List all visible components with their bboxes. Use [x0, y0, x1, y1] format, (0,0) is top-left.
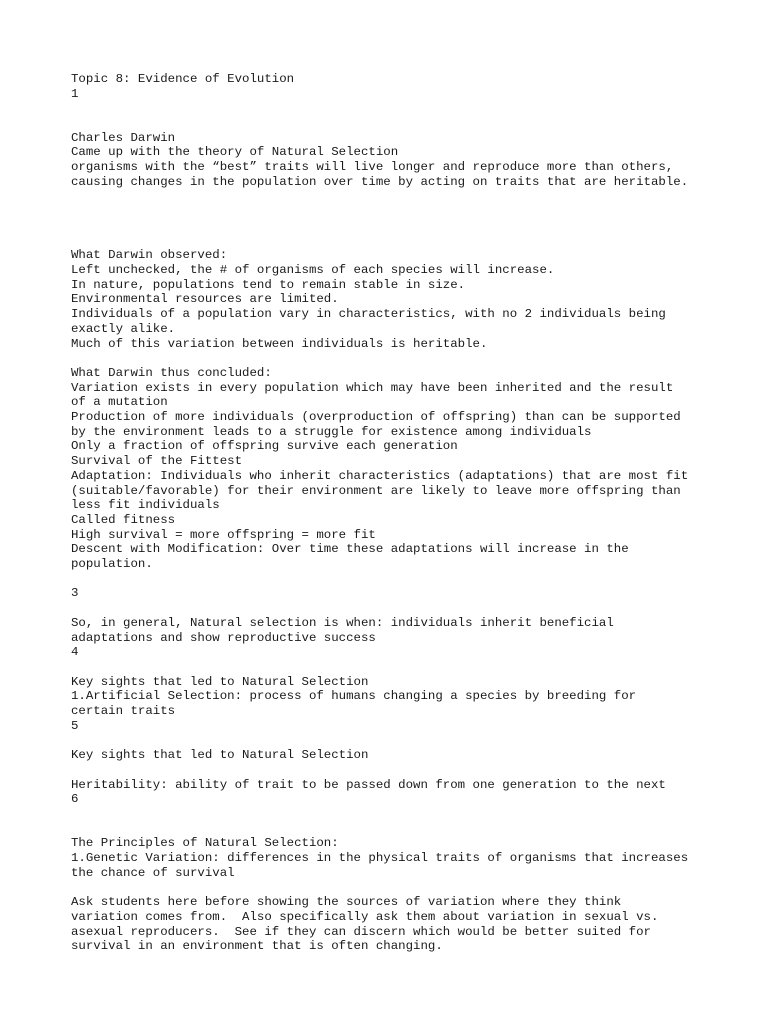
text-line: Environmental resources are limited.	[71, 292, 339, 307]
text-line	[71, 351, 751, 366]
text-line: less fit individuals	[71, 498, 220, 513]
text-line: Called fitness	[71, 512, 176, 527]
text-line: What Darwin thus concluded:	[71, 365, 272, 380]
text-line: asexual reproducers. See if they can discern which would be better suited for	[71, 924, 651, 939]
text-line: exactly alike.	[71, 321, 176, 336]
text-line: 1.Artificial Selection: process of humans changing a species by breeding for	[71, 689, 637, 704]
text-line: Only a fraction of offspring survive each generation	[71, 439, 458, 454]
text-line: Came up with the theory of Natural Selection	[71, 145, 399, 160]
text-line: 4	[71, 645, 79, 660]
text-line	[71, 204, 751, 219]
text-line	[71, 234, 751, 249]
text-line: 6	[71, 792, 79, 807]
text-line	[71, 822, 751, 837]
text-line: 1	[71, 86, 79, 101]
text-line: Survival of the Fittest	[71, 454, 243, 469]
text-line	[71, 116, 751, 131]
text-line: What Darwin observed:	[71, 248, 228, 263]
text-line	[71, 807, 751, 822]
text-line: Charles Darwin	[71, 130, 176, 145]
text-line: High survival = more offspring = more fit	[71, 527, 376, 542]
text-line	[71, 880, 751, 895]
text-line: Ask students here before showing the sources of variation where they think	[71, 895, 622, 910]
text-line: 3	[71, 586, 79, 601]
text-line: Left unchecked, the # of organisms of each species will increase.	[71, 263, 555, 278]
text-line: Heritability: ability of trait to be passed down from one generation to the next	[71, 777, 666, 792]
text-line: of a mutation	[71, 395, 168, 410]
text-line: adaptations and show reproductive success	[71, 630, 376, 645]
text-line: In nature, populations tend to remain stable in size.	[71, 277, 466, 292]
text-line: survival in an environment that is often changing.	[71, 939, 443, 954]
text-line: variation comes from. Also specifically ask them about variation in sexual vs.	[71, 909, 659, 924]
text-line	[71, 101, 751, 116]
text-line: Topic 8: Evidence of Evolution	[71, 72, 295, 86]
text-line: by the environment leads to a struggle for existence among individuals	[71, 424, 592, 439]
text-line: the chance of survival	[71, 865, 235, 880]
text-line	[71, 219, 751, 234]
text-line: Key sights that led to Natural Selection	[71, 674, 369, 689]
text-line: So, in general, Natural selection is when: individuals inherit beneficial	[71, 615, 614, 630]
text-line: population.	[71, 557, 153, 572]
text-line: 1.Genetic Variation: differences in the physical traits of organisms that increases	[71, 851, 689, 866]
text-line: Production of more individuals (overproduction of offspring) than can be supported	[71, 410, 681, 425]
text-line: Much of this variation between individuals is heritable.	[71, 336, 488, 351]
text-line	[71, 572, 751, 587]
text-line: Descent with Modification: Over time these adaptations will increase in the	[71, 542, 629, 557]
text-line: The Principles of Natural Selection:	[71, 836, 339, 851]
text-line: 5	[71, 718, 79, 733]
text-line: organisms with the “best” traits will live longer and reproduce more than others,	[71, 160, 674, 175]
text-line	[71, 601, 751, 616]
document-body	[71, 72, 751, 954]
text-line: Variation exists in every population which may have been inherited and the result	[71, 380, 674, 395]
text-line	[71, 763, 751, 778]
text-line	[71, 733, 751, 748]
text-line: Adaptation: Individuals who inherit characteristics (adaptations) that are most fit	[71, 468, 689, 483]
text-line: causing changes in the population over time by acting on traits that are heritable.	[71, 174, 689, 189]
text-line: (suitable/favorable) for their environment are likely to leave more offspring than	[71, 483, 681, 498]
text-line: Individuals of a population vary in characteristics, with no 2 individuals being	[71, 307, 666, 322]
text-line	[71, 190, 751, 205]
text-line: Key sights that led to Natural Selection	[71, 748, 369, 763]
text-line	[71, 660, 751, 675]
text-line: certain traits	[71, 704, 176, 719]
